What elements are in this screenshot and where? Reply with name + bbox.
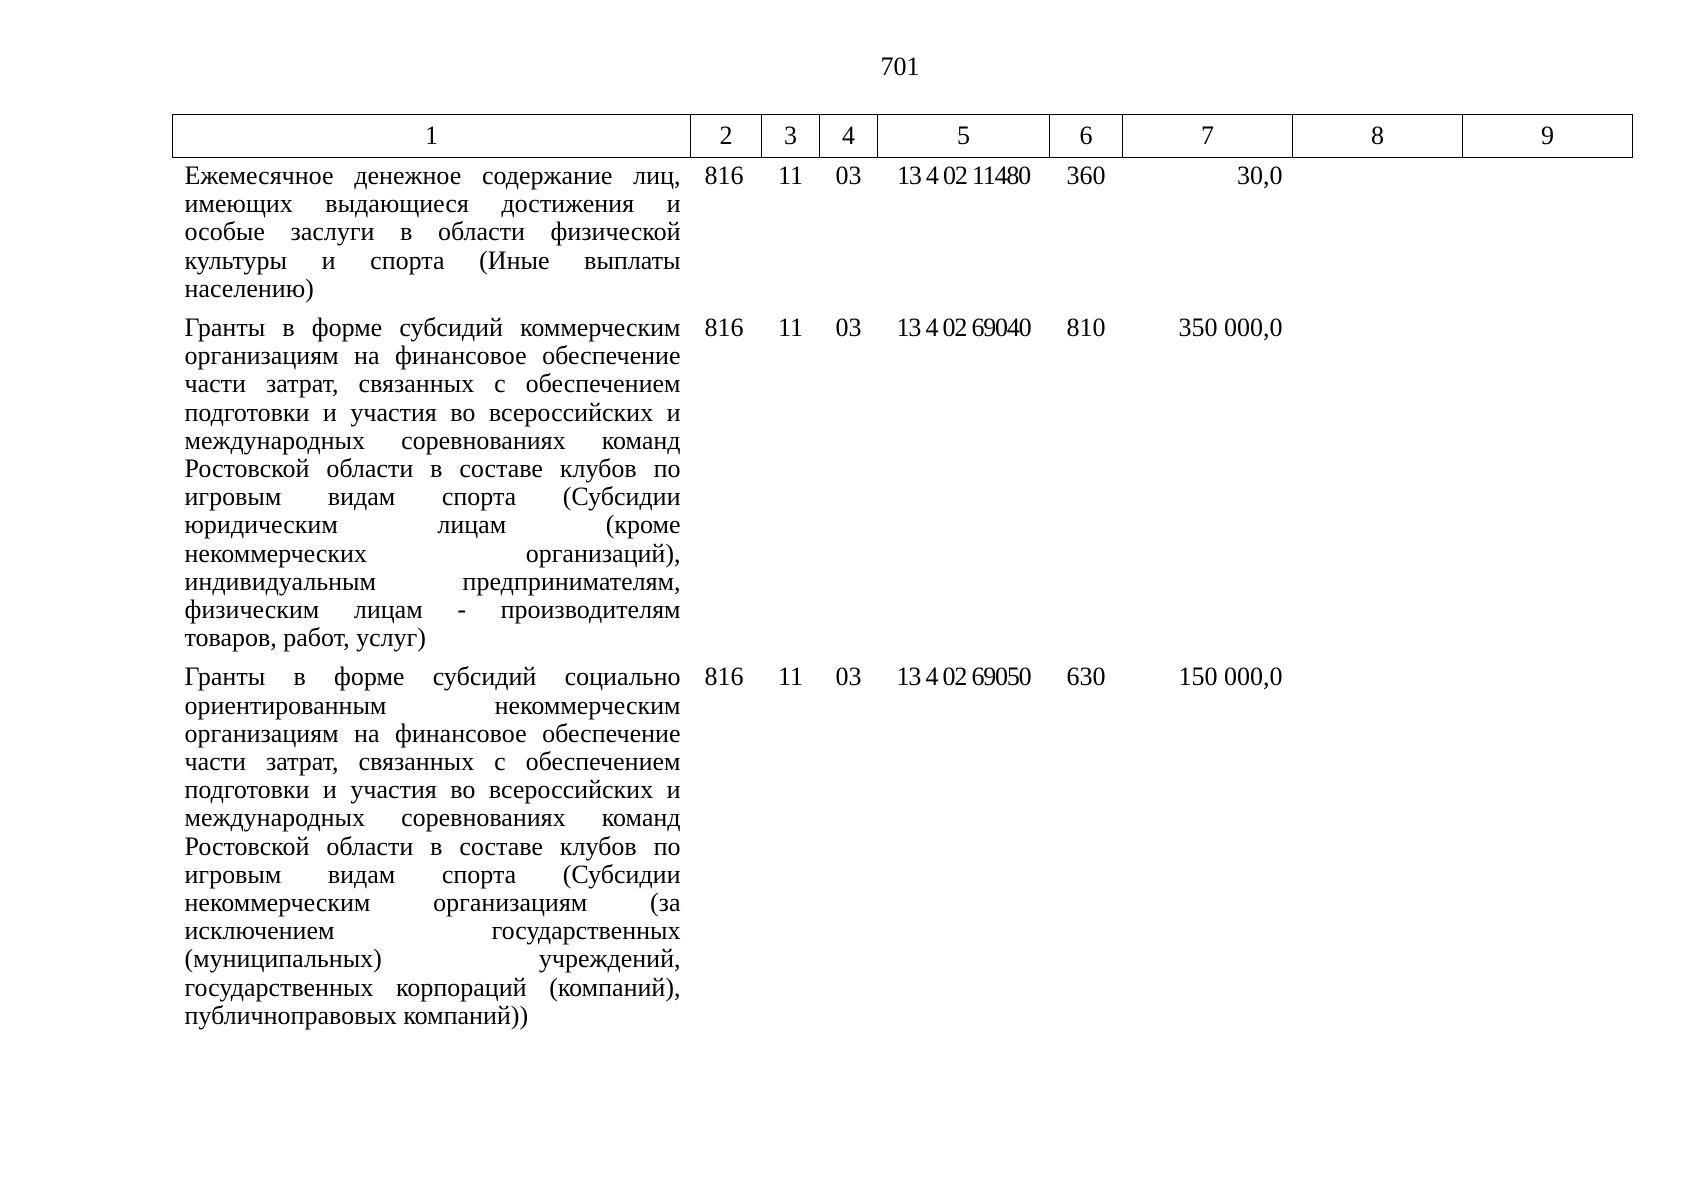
row-target-article: 13 4 02 11480 (897, 161, 1030, 190)
header-col-8: 8 (1293, 115, 1463, 158)
header-col-7: 7 (1123, 115, 1293, 158)
table-row (173, 659, 1633, 1037)
row-description: Ежемесячное денежное содержание лиц, имеющих выдающиеся достижения и особые заслуги в области физической культуры и спорта (Иные выплаты населению) (184, 161, 681, 303)
header-col-1: 1 (173, 115, 691, 158)
page-number: 701 (880, 52, 920, 81)
row-target-article: 13 4 02 69040 (896, 313, 1031, 343)
row-amount-col9 (1463, 158, 1633, 311)
row-amount-col7: 350 000,0 (1178, 313, 1283, 343)
header-col-9: 9 (1463, 115, 1633, 158)
row-ministry-code: 816 (704, 313, 744, 343)
row-amount-col7: 30,0 (1237, 161, 1283, 190)
row-amount-col7: 150 000,0 (1178, 662, 1283, 692)
row-ministry-code: 816 (704, 662, 744, 692)
header-col-5: 5 (878, 115, 1050, 158)
row-subsection-code: 03 (835, 313, 862, 343)
row-ministry-code: 816 (704, 161, 744, 190)
header-col-4: 4 (820, 115, 878, 158)
header-col-2: 2 (691, 115, 762, 158)
row-section-code: 11 (777, 313, 804, 343)
table-body (173, 158, 1633, 1038)
row-description: Гранты в форме субсидий социально ориентированным некоммерческим организациям на финансовое обеспечение части затрат, связанных с обеспечением подготовки и участия во всероссийских и международных соревнованиях команд Ростовской области в составе клубов по игровым видам спорта (Субсидии некоммерческим организациям (за исключением государственных (муниципальных) учреждений, государственных корпораций (компаний), публичноправовых компаний)) (184, 662, 681, 1030)
table-header (173, 115, 1633, 158)
header-row (173, 115, 1633, 158)
header-col-3: 3 (762, 115, 820, 158)
row-section-code: 11 (777, 662, 804, 692)
row-amount-col9 (1463, 310, 1633, 659)
row-expense-type: 630 (1066, 662, 1106, 692)
budget-table (172, 114, 1633, 1037)
row-amount-col8 (1293, 659, 1463, 1037)
table-row (173, 158, 1633, 311)
row-description: Гранты в форме субсидий коммерческим организациям на финансовое обеспечение части затрат, связанных с обеспечением подготовки и участия во всероссийских и международных соревнованиях команд Ростовской области в составе клубов по игровым видам спорта (Субсидии юридическим лицам (кроме некоммерческих организаций), индивидуальным предпринимателям, физическим лицам - производителям товаров, работ, услуг) (184, 313, 681, 653)
row-amount-col9 (1463, 659, 1633, 1037)
header-col-6: 6 (1050, 115, 1123, 158)
row-target-article: 13 4 02 69050 (896, 662, 1031, 692)
table-row (173, 310, 1633, 659)
row-amount-col8 (1293, 158, 1463, 311)
row-amount-col8 (1293, 310, 1463, 659)
row-expense-type: 360 (1066, 161, 1106, 190)
row-expense-type: 810 (1066, 313, 1106, 343)
row-subsection-code: 03 (835, 662, 862, 692)
row-section-code: 11 (777, 161, 804, 190)
row-subsection-code: 03 (835, 161, 862, 190)
